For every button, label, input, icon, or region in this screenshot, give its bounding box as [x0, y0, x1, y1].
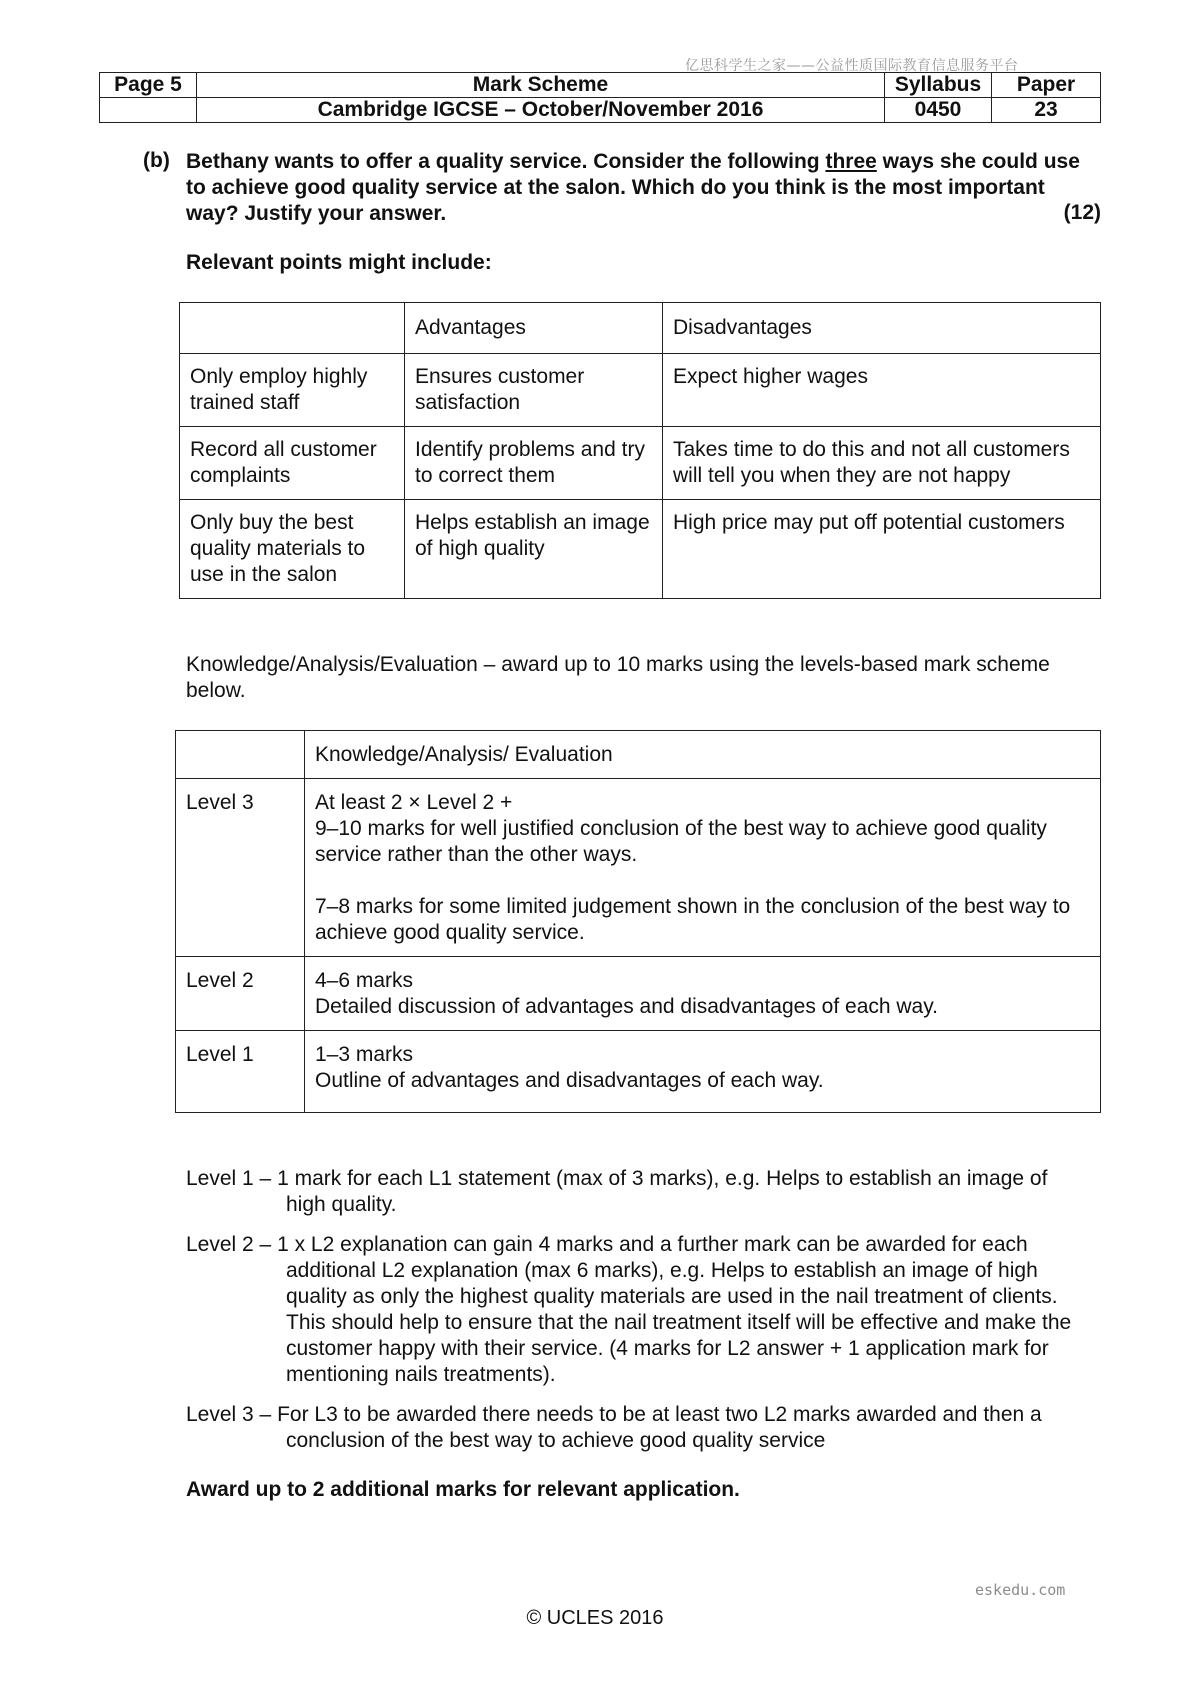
table-row	[180, 500, 1101, 599]
syllabus-label: Syllabus	[885, 73, 992, 98]
table-cell: Helps establish an image of high quality	[405, 500, 663, 599]
level-1-note-first: Level 1 – 1 mark for each L1 statement (max of 3 marks), e.g. Helps to establish an image of	[186, 1167, 1048, 1190]
table-cell: High price may put off potential customers	[663, 500, 1101, 599]
level-2-row	[176, 957, 1101, 1031]
table-cell: Only employ highly trained staff	[180, 354, 405, 427]
level-label: Level 2	[176, 957, 305, 1031]
ways-table	[179, 302, 1101, 599]
level-3-note-first: Level 3 – For L3 to be awarded there needs to be at least two L2 marks awarded and then a	[186, 1403, 1042, 1426]
relevant-points-heading: Relevant points might include:	[186, 251, 492, 274]
header-subtitle: Cambridge IGCSE – October/November 2016	[197, 98, 885, 123]
level-description	[305, 957, 1101, 1031]
level-1-line-2: Outline of advantages and disadvantages of each way.	[315, 1069, 824, 1092]
table-cell: Only buy the best quality materials to use in the salon	[180, 500, 405, 599]
level-2-line-1: 4–6 marks	[315, 969, 414, 992]
header-blank-cell	[100, 98, 197, 123]
level-3-line-3: 7–8 marks for some limited judgement shown in the conclusion of the best way to achieve good quality service.	[315, 895, 1071, 944]
level-3-row	[176, 779, 1101, 957]
table-cell: Expect higher wages	[663, 354, 1101, 427]
header-title: Mark Scheme	[197, 73, 885, 98]
table-header-cell	[176, 731, 305, 779]
level-label: Level 1	[176, 1031, 305, 1113]
level-3-note	[186, 1402, 1101, 1454]
level-description	[305, 1031, 1101, 1113]
question-text-after: ways she could use to achieve good quality service at the salon. Which do you think is the most important way? Justify your answer.	[186, 150, 1080, 225]
table-header-cell: Knowledge/Analysis/ Evaluation	[305, 731, 1101, 779]
level-2-note-first: Level 2 – 1 x L2 explanation can gain 4 marks and a further mark can be awarded for each	[186, 1233, 1028, 1256]
level-1-row	[176, 1031, 1101, 1113]
question-underlined-word: three	[825, 150, 877, 173]
syllabus-code: 0450	[885, 98, 992, 123]
table-cell: Identify problems and try to correct them	[405, 427, 663, 500]
table-header-row	[180, 303, 1101, 354]
level-2-note	[186, 1232, 1101, 1388]
level-2-line-2: Detailed discussion of advantages and disadvantages of each way.	[315, 995, 939, 1018]
copyright-footer: © UCLES 2016	[526, 1607, 664, 1629]
question-text	[186, 149, 1101, 227]
watermark-bottom: eskedu.com	[975, 1581, 1066, 1599]
paper-number: 23	[992, 98, 1101, 123]
mark-scheme-header	[99, 72, 1101, 123]
level-label: Level 3	[176, 779, 305, 957]
kae-intro-text: Knowledge/Analysis/Evaluation – award up to 10 marks using the levels-based mark scheme below.	[186, 653, 1050, 702]
table-row	[180, 354, 1101, 427]
table-header-cell: Advantages	[405, 303, 663, 354]
level-2-note-rest: additional L2 explanation (max 6 marks), e.g. Helps to establish an image of high quality as only the highest quality materials are used in the nail treatment of clients. This should help to ensure that the nail treatment itself will be effective and make the customer happy with their service. (4 marks for L2 answer + 1 application mark for mentioning nails treatments).	[286, 1259, 1072, 1386]
watermark-top: 亿思科学生之家——公益性质国际教育信息服务平台	[685, 58, 1019, 74]
table-header-row	[176, 731, 1101, 779]
table-cell: Takes time to do this and not all customers will tell you when they are not happy	[663, 427, 1101, 500]
question-marks: (12)	[1063, 201, 1101, 224]
levels-table	[175, 730, 1101, 1113]
level-1-line-1: 1–3 marks	[315, 1043, 414, 1066]
level-1-note	[186, 1166, 1101, 1218]
table-header-cell	[180, 303, 405, 354]
paper-label: Paper	[992, 73, 1101, 98]
question-label: (b)	[143, 149, 170, 172]
award-note: Award up to 2 additional marks for relevant application.	[186, 1478, 740, 1501]
table-row	[180, 427, 1101, 500]
question-text-before: Bethany wants to offer a quality service. Consider the following	[186, 150, 826, 173]
table-header-cell: Disadvantages	[663, 303, 1101, 354]
level-3-note-rest: conclusion of the best way to achieve good quality service	[286, 1429, 826, 1452]
level-description	[305, 779, 1101, 957]
level-3-line-1: At least 2 × Level 2 +	[315, 791, 513, 814]
level-1-note-rest: high quality.	[286, 1193, 397, 1216]
level-3-line-2: 9–10 marks for well justified conclusion of the best way to achieve good quality service rather than the other ways.	[315, 817, 1047, 866]
page-number: Page 5	[100, 73, 197, 98]
table-cell: Ensures customer satisfaction	[405, 354, 663, 427]
table-cell: Record all customer complaints	[180, 427, 405, 500]
